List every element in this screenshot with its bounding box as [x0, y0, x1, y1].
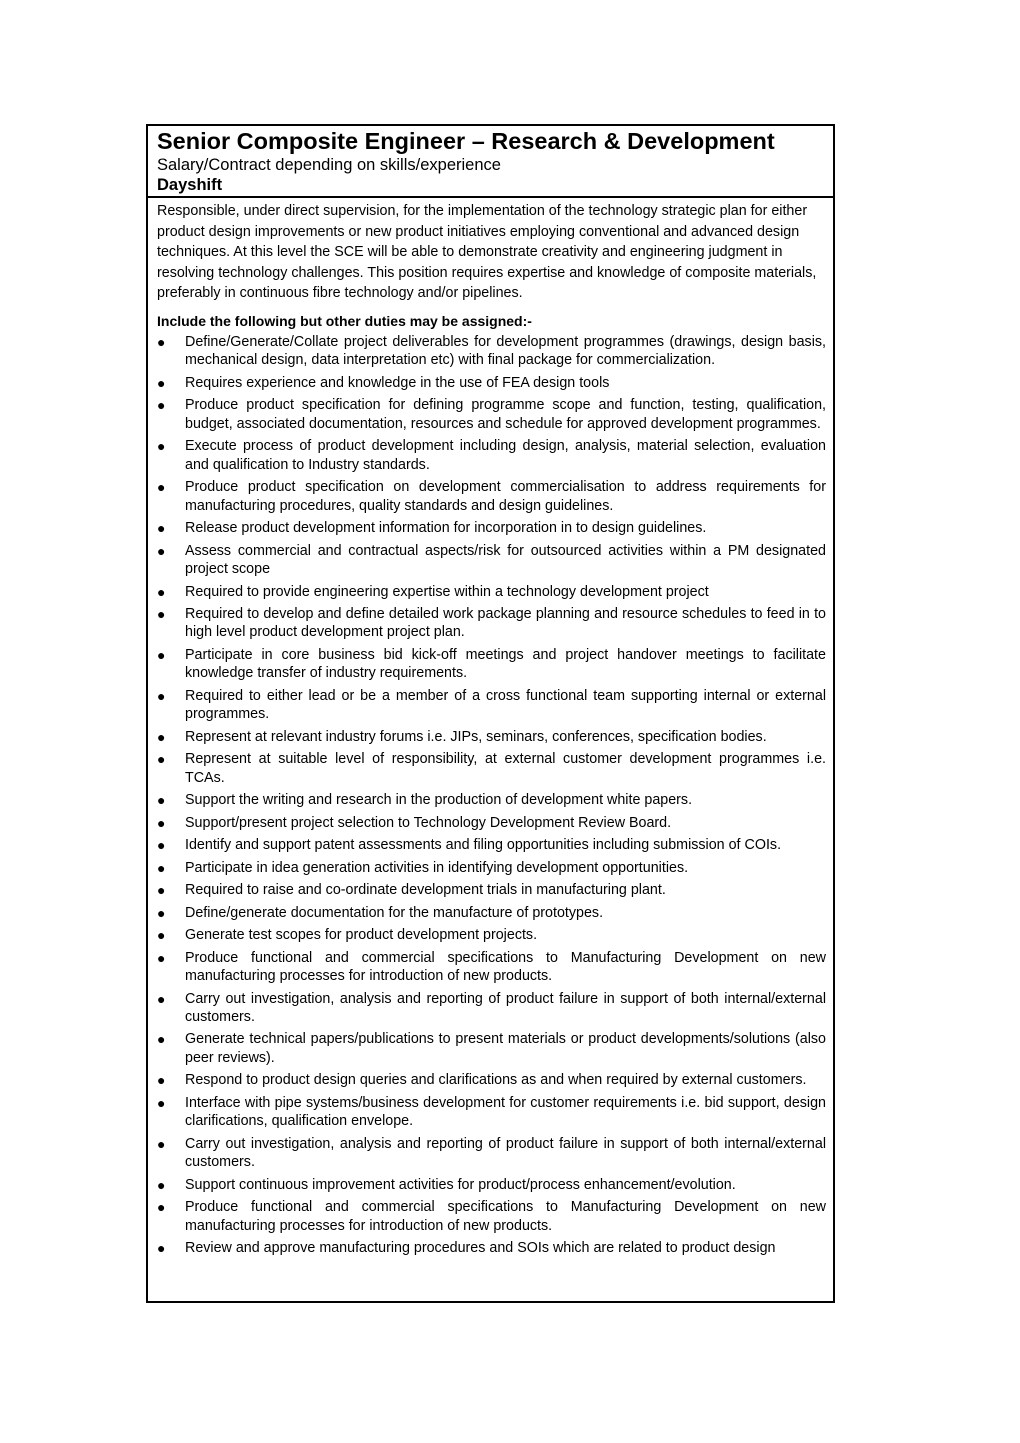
duty-text: Review and approve manufacturing procedures and SOIs which are related to product design [185, 1240, 776, 1257]
duty-text: Participate in idea generation activities in identifying development opportunities. [185, 859, 689, 876]
duty-item [157, 605, 826, 642]
bullet-icon: ● [157, 1240, 166, 1257]
bullet-icon: ● [157, 374, 166, 391]
duty-item [157, 478, 826, 515]
bullet-icon: ● [157, 1094, 166, 1111]
duty-item [157, 990, 826, 1027]
bullet-icon: ● [157, 837, 166, 854]
duty-item [157, 791, 826, 809]
duty-text: Produce product specification for defining programme scope and function, testing, qualification, budget, associated documentation, resources and schedule for approved development programmes. [185, 397, 826, 432]
bullet-icon: ● [157, 927, 166, 944]
bullet-icon: ● [157, 397, 166, 414]
bullet-icon: ● [157, 882, 166, 899]
duty-item [157, 836, 826, 854]
duty-item [157, 396, 826, 433]
duty-item [157, 750, 826, 787]
duty-item [157, 881, 826, 899]
duty-text: Represent at relevant industry forums i.e. JIPs, seminars, conferences, specification bodies. [185, 728, 767, 745]
duty-item [157, 1071, 826, 1089]
duty-item [157, 814, 826, 832]
duty-text: Required to raise and co-ordinate development trials in manufacturing plant. [185, 882, 666, 899]
duty-text: Required to provide engineering expertise within a technology development project [185, 583, 709, 600]
duty-text: Define/Generate/Collate project deliverables for development programmes (drawings, design basis, mechanical design, data interpretation etc) with final package for commercialization. [185, 333, 826, 369]
bullet-icon: ● [157, 814, 166, 831]
duty-text: Execute process of product development including design, analysis, material selection, evaluation and qualification to Industry standards. [185, 438, 826, 473]
duty-item [157, 519, 826, 537]
bullet-icon: ● [157, 583, 166, 600]
duty-text: Define/generate documentation for the manufacture of prototypes. [185, 904, 604, 921]
salary-line: Salary/Contract depending on skills/experience [157, 156, 501, 174]
duty-item [157, 904, 826, 922]
duty-item [157, 859, 826, 877]
duty-text: Identify and support patent assessments and filing opportunities including submission of COIs. [185, 837, 782, 854]
bullet-icon: ● [157, 606, 166, 622]
duty-text: Required to either lead or be a member of a cross functional team supporting internal or external programmes. [185, 687, 826, 723]
duty-text: Interface with pipe systems/business development for customer requirements i.e. bid support, design clarifications, qualification envelope. [185, 1094, 826, 1130]
duty-text: Generate technical papers/publications to present materials or product developments/solutions (also peer reviews). [185, 1031, 826, 1066]
duty-item [157, 437, 826, 474]
duty-text: Represent at suitable level of responsibility, at external customer development programmes i.e. TCAs. [185, 751, 826, 786]
bullet-icon: ● [157, 751, 166, 768]
duty-item [157, 1176, 826, 1194]
duties-heading: Include the following but other duties may be assigned:- [157, 312, 532, 329]
job-content [148, 198, 833, 1257]
bullet-icon: ● [157, 646, 166, 663]
bullet-icon: ● [157, 1135, 166, 1152]
duty-text: Respond to product design queries and clarifications as and when required by external customers. [185, 1072, 807, 1089]
bullet-icon: ● [157, 1199, 166, 1216]
duty-item [157, 687, 826, 724]
duty-item [157, 374, 826, 392]
bullet-icon: ● [157, 949, 166, 966]
duty-text: Release product development information for incorporation in to design guidelines. [185, 520, 707, 537]
bullet-icon: ● [157, 520, 166, 537]
duty-item [157, 1198, 826, 1235]
job-description-box [146, 124, 835, 1303]
duties-list [157, 333, 826, 1258]
duty-item [157, 1239, 826, 1257]
duty-text: Participate in core business bid kick-off meetings and project handover meetings to facilitate knowledge transfer of industry requirements. [185, 646, 826, 682]
bullet-icon: ● [157, 1176, 166, 1193]
duty-text: Carry out investigation, analysis and reporting of product failure in support of both internal/external customers. [185, 990, 826, 1025]
duty-text: Required to develop and define detailed work package planning and resource schedules to feed in to high level product development project plan. [185, 606, 826, 641]
duty-text: Generate test scopes for product development projects. [185, 927, 538, 944]
bullet-icon: ● [157, 333, 166, 350]
job-title: Senior Composite Engineer – Research & Development [157, 128, 775, 154]
duty-item [157, 728, 826, 746]
duty-item [157, 1094, 826, 1131]
duty-text: Produce functional and commercial specifications to Manufacturing Development on new manufacturing processes for introduction of new products. [185, 949, 826, 985]
duty-item [157, 1135, 826, 1172]
duty-text: Support the writing and research in the production of development white papers. [185, 792, 693, 809]
bullet-icon: ● [157, 479, 166, 496]
duty-item [157, 1030, 826, 1067]
bullet-icon: ● [157, 438, 166, 455]
bullet-icon: ● [157, 542, 166, 559]
bullet-icon: ● [157, 1031, 166, 1048]
bullet-icon: ● [157, 728, 166, 745]
bullet-icon: ● [157, 1072, 166, 1089]
job-header [148, 126, 833, 198]
duty-text: Requires experience and knowledge in the use of FEA design tools [185, 374, 610, 391]
duty-text: Carry out investigation, analysis and reporting of product failure in support of both internal/external customers. [185, 1135, 826, 1171]
duty-item [157, 949, 826, 986]
duty-text: Produce functional and commercial specifications to Manufacturing Development on new manufacturing processes for introduction of new products. [185, 1199, 826, 1234]
duty-item [157, 646, 826, 683]
bullet-icon: ● [157, 904, 166, 921]
duty-text: Produce product specification on development commercialisation to address requirements for manufacturing procedures, quality standards and design guidelines. [185, 479, 826, 514]
duty-item [157, 333, 826, 370]
duty-item [157, 542, 826, 579]
duty-item [157, 926, 826, 944]
duty-text: Support/present project selection to Technology Development Review Board. [185, 814, 672, 831]
duty-text: Assess commercial and contractual aspects/risk for outsourced activities within a PM designated project scope [185, 542, 826, 577]
duty-text: Support continuous improvement activities for product/process enhancement/evolution. [185, 1176, 736, 1193]
bullet-icon: ● [157, 792, 166, 809]
shift-line: Dayshift [157, 176, 223, 194]
bullet-icon: ● [157, 990, 166, 1007]
bullet-icon: ● [157, 859, 166, 876]
bullet-icon: ● [157, 687, 166, 704]
intro-paragraph: Responsible, under direct supervision, for the implementation of the technology strategic plan for either product design improvements or new product initiatives employing conventional and advanced design techniques. At this level the SCE will be able to demonstrate creativity and engineering judgment in resolving technology challenges. This position requires expertise and knowledge of composite materials, preferably in continuous fibre technology and/or pipelines. [157, 203, 817, 302]
duty-item [157, 583, 826, 601]
